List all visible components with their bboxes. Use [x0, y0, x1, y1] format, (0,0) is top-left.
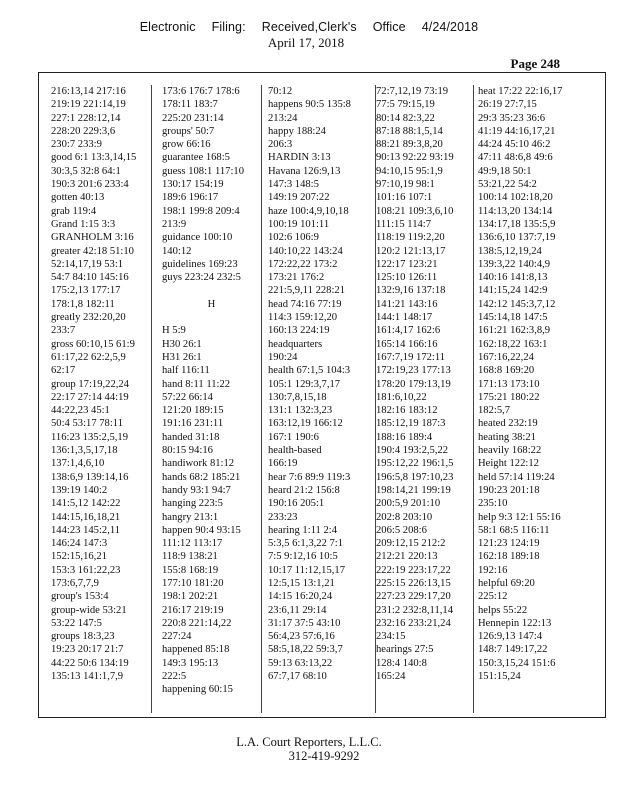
- index-line: 114:13,20 134:14: [478, 205, 553, 217]
- index-line: 202:8 203:10: [376, 511, 433, 523]
- index-line: 173:6,7,7,9: [51, 577, 99, 589]
- index-line: 235:10: [478, 498, 508, 510]
- index-line: 10:17 11:12,15,17: [268, 564, 346, 576]
- index-line: hangry 213:1: [162, 511, 219, 523]
- index-line: 149:19 207:22: [268, 192, 330, 204]
- stamp-electronic: Electronic: [139, 20, 196, 34]
- index-line: 212:21 220:13: [376, 551, 438, 563]
- index-line: 234:15: [376, 631, 406, 643]
- index-line: 121:23 124:19: [478, 538, 540, 550]
- index-line: 151:15,24: [478, 671, 521, 683]
- index-line: haze 100:4,9,10,18: [268, 205, 349, 217]
- index-line: 137:1,4,6,10: [51, 458, 105, 470]
- index-line: 116:23 135:2,5,19: [51, 431, 129, 443]
- index-line: happens 90:5 135:8: [268, 99, 351, 111]
- index-line: 138:6,9 139:14,16: [51, 471, 129, 483]
- index-line: 141:5,12 142:22: [51, 498, 121, 510]
- index-line: 140:16 141:8,13: [478, 272, 548, 284]
- index-line: 153:3 161:22,23: [51, 564, 121, 576]
- index-line: 53:21,22 54:2: [478, 179, 537, 191]
- index-line: health-based: [268, 445, 322, 457]
- index-line: head 74:16 77:19: [268, 298, 342, 310]
- index-line: helps 55:22: [478, 604, 528, 616]
- index-line: HARDIN 3:13: [268, 152, 331, 164]
- index-line: health 67:1,5 104:3: [268, 365, 351, 377]
- index-line: 188:16 189:4: [376, 431, 433, 443]
- index-line: happen 90:4 93:15: [162, 524, 241, 536]
- index-line: Grand 1:15 3:3: [51, 218, 116, 230]
- index-line: handed 31:18: [162, 431, 220, 443]
- index-line: happened 85:18: [162, 644, 230, 656]
- index-line: group 17:19,22,24: [51, 378, 129, 390]
- index-line: hearing 1:11 2:4: [268, 524, 338, 536]
- index-line: 49:9,18 50:1: [478, 165, 532, 177]
- index-line: 139:19 140:2: [51, 484, 108, 496]
- index-line: 142:12 145:3,7,12: [478, 298, 556, 310]
- index-column-2: [151, 85, 261, 713]
- index-line: 167:7,19 172:11: [376, 351, 446, 363]
- index-line: 206:5 208:6: [376, 524, 427, 536]
- index-line: 72:7,12,19 73:19: [376, 86, 449, 97]
- index-line: 220:8 221:14,22: [162, 617, 232, 629]
- index-line: 130:17 154:19: [162, 179, 224, 191]
- stamp-office: Office: [372, 20, 406, 34]
- index-line: [162, 311, 261, 324]
- index-line: 167:16,22,24: [478, 351, 534, 363]
- index-line: 26:19 27:7,15: [478, 99, 537, 111]
- index-line: 225:12: [478, 591, 508, 603]
- index-line: 130:7,8,15,18: [268, 391, 327, 403]
- index-line: happening 60:15: [162, 684, 233, 696]
- index-column-3: [261, 85, 375, 713]
- index-line: 118:9 138:21: [162, 551, 218, 563]
- index-line: 56:4,23 57:6,16: [268, 631, 335, 643]
- index-line: helpful 69:20: [478, 577, 535, 589]
- index-line: 100:14 102:18,20: [478, 192, 553, 204]
- index-line: 178:1,8 182:11: [51, 298, 115, 310]
- index-line: 29:3 35:23 36:6: [478, 112, 546, 124]
- index-line: 132:9,16 137:18: [376, 285, 446, 297]
- index-line: 230:7 233:9: [51, 139, 102, 151]
- index-line: grow 66:16: [162, 139, 211, 151]
- index-line: 131:1 132:3,23: [268, 405, 333, 417]
- index-line: 200:5,9 201:10: [376, 498, 441, 510]
- index-line: 141:21 143:16: [376, 298, 438, 310]
- index-line: groups' 50:7: [162, 125, 215, 137]
- index-line: Hennepin 122:13: [478, 617, 552, 629]
- index-line: 30:3,5 32:8 64:1: [51, 165, 121, 177]
- section-letter: H: [207, 298, 216, 310]
- index-line: 100:19 101:11: [268, 218, 330, 230]
- index-line: 216:17 219:19: [162, 604, 224, 616]
- index-line: group's 153:4: [51, 591, 109, 603]
- index-line: 102:6 106:9: [268, 232, 319, 244]
- index-line: 122:17 123:21: [376, 258, 438, 270]
- index-line: 7:5 9:12,16 10:5: [268, 551, 338, 563]
- index-line: gross 60:10,15 61:9: [51, 338, 135, 350]
- word-index-box: [38, 72, 606, 718]
- index-line: 163:12,19 166:12: [268, 418, 343, 430]
- index-line: 190:24: [268, 351, 298, 363]
- index-line: 190:23 201:18: [478, 484, 540, 496]
- index-line: 175:21 180:22: [478, 391, 540, 403]
- index-line: 135:13 141:1,7,9: [51, 671, 124, 683]
- index-line: [162, 284, 261, 297]
- index-line: greatly 232:20,20: [51, 312, 126, 324]
- index-line: 191:16 231:11: [162, 418, 224, 430]
- index-line: 206:3: [268, 139, 293, 151]
- index-line: 228:20 229:3,6: [51, 125, 116, 137]
- index-line: 19:23 20:17 21:7: [51, 644, 124, 656]
- index-line: 146:24 147:3: [51, 538, 108, 550]
- index-line: 173:21 176:2: [268, 272, 325, 284]
- index-line: 144:23 145:2,11: [51, 524, 121, 536]
- index-line: 121:20 189:15: [162, 405, 224, 417]
- index-line: Height 122:12: [478, 458, 539, 470]
- index-line: 192:16: [478, 564, 508, 576]
- index-line: 190:4 193:2,5,22: [376, 445, 449, 457]
- index-line: 232:16 233:21,24: [376, 617, 451, 629]
- index-line: 222:5: [162, 671, 187, 683]
- index-line: 50:4 53:17 78:11: [51, 418, 123, 430]
- index-line: 165:24: [376, 671, 406, 683]
- index-line: 168:8 169:20: [478, 365, 535, 377]
- index-line: 185:12,19 187:3: [376, 418, 446, 430]
- reporter-footer: [0, 735, 618, 763]
- index-line: 181:6,10,22: [376, 391, 427, 403]
- index-line: heard 21:2 156:8: [268, 484, 340, 496]
- index-line: guarantee 168:5: [162, 152, 230, 164]
- index-line: 148:7 149:17,22: [478, 644, 548, 656]
- index-line: 233:23: [268, 511, 298, 523]
- index-line: 136:6,10 137:7,19: [478, 232, 556, 244]
- index-line: 178:11 183:7: [162, 99, 218, 111]
- index-line: 175:2,13 177:17: [51, 285, 121, 297]
- index-line: 171:13 173:10: [478, 378, 540, 390]
- index-line: 166:19: [268, 458, 298, 470]
- index-line: 59:13 63:13,22: [268, 657, 333, 669]
- index-line: gotten 40:13: [51, 192, 105, 204]
- index-line: 225:20 231:14: [162, 112, 224, 124]
- index-line: 165:14 166:16: [376, 338, 438, 350]
- index-line: 182:5,7: [478, 405, 511, 417]
- index-line: 195:12,22 196:1,5: [376, 458, 454, 470]
- index-line: grab 119:4: [51, 205, 97, 217]
- index-line: heat 17:22 22:16,17: [478, 86, 563, 97]
- index-line: 161:21 162:3,8,9: [478, 325, 551, 337]
- index-line: hand 8:11 11:22: [162, 378, 231, 390]
- index-line: 162:18 189:18: [478, 551, 540, 563]
- index-line: 67:7,17 68:10: [268, 671, 327, 683]
- index-line: 58:1 68:5 116:11: [478, 524, 550, 536]
- index-line: groups 18:3,23: [51, 631, 115, 643]
- index-line: 111:12 113:17: [162, 538, 223, 550]
- index-line: H 5:9: [162, 325, 186, 337]
- index-line: 227:1 228:12,14: [51, 112, 121, 124]
- index-line: 87:18 88:1,5,14: [376, 125, 443, 137]
- index-line: 198:1 202:21: [162, 591, 219, 603]
- index-line: 182:16 183:12: [376, 405, 438, 417]
- index-line: guess 108:1 117:10: [162, 165, 245, 177]
- reporter-name: L.A. Court Reporters, L.L.C.: [236, 735, 382, 749]
- index-line: 150:3,15,24 151:6: [478, 657, 556, 669]
- index-line: 227:24: [162, 631, 192, 643]
- index-line: guys 223:24 232:5: [162, 272, 241, 284]
- index-line: 80:14 82:3,22: [376, 112, 435, 124]
- index-line: 190:16 205:1: [268, 498, 325, 510]
- index-line: 160:13 224:19: [268, 325, 330, 337]
- index-line: hear 7:6 89:9 119:3: [268, 471, 351, 483]
- index-line: 88:21 89:3,8,20: [376, 139, 443, 151]
- index-line: 14:15 16:20,24: [268, 591, 333, 603]
- index-line: 213:9: [162, 218, 187, 230]
- filing-header: [0, 20, 618, 51]
- index-line: 198:14,21 199:19: [376, 484, 451, 496]
- index-line: 173:6 176:7 178:6: [162, 86, 240, 97]
- index-line: 139:3,22 140:4,9: [478, 258, 551, 270]
- index-line: 198:1 199:8 209:4: [162, 205, 240, 217]
- index-line: heavily 168:22: [478, 445, 542, 457]
- index-line: greater 42:18 51:10: [51, 245, 134, 257]
- index-line: 77:5 79:15,19: [376, 99, 435, 111]
- index-line: GRANHOLM 3:16: [51, 232, 134, 244]
- index-line: 22:17 27:14 44:19: [51, 391, 129, 403]
- index-line: heated 232:19: [478, 418, 538, 430]
- reporter-phone: 312-419-9292: [288, 749, 360, 763]
- index-line: 216:13,14 217:16: [51, 86, 126, 97]
- index-line: 140:12: [162, 245, 192, 257]
- index-line: 5:3,5 6:1,3,22 7:1: [268, 538, 344, 550]
- index-line: 152:15,16,21: [51, 551, 107, 563]
- index-line: group-wide 53:21: [51, 604, 127, 616]
- index-line: headquarters: [268, 338, 323, 350]
- index-line: 118:19 119:2,20: [376, 232, 445, 244]
- index-line: 57:22 66:14: [162, 391, 213, 403]
- index-line: 80:15 94:16: [162, 445, 213, 457]
- index-line: happy 188:24: [268, 125, 326, 137]
- index-line: 213:24: [268, 112, 298, 124]
- index-line: 167:1 190:6: [268, 431, 319, 443]
- index-line: 149:3 195:13: [162, 657, 219, 669]
- index-line: 12:5,15 13:1,21: [268, 577, 335, 589]
- index-line: 221:5,9,11 228:21: [268, 285, 346, 297]
- index-column-5: [473, 85, 601, 713]
- index-line: 97:10,19 98:1: [376, 179, 435, 191]
- index-line: H31 26:1: [162, 351, 202, 363]
- index-line: 136:1,3,5,17,18: [51, 445, 118, 457]
- index-line: 126:9,13 147:4: [478, 631, 543, 643]
- index-line: 145:14,18 147:5: [478, 312, 548, 324]
- index-line: 222:19 223:17,22: [376, 564, 451, 576]
- index-line: 44:22,23 45:1: [51, 405, 110, 417]
- index-line: 23:6,11 29:14: [268, 604, 327, 616]
- index-line: 47:11 48:6,8 49:6: [478, 152, 553, 164]
- index-line: half 116:11: [162, 365, 210, 377]
- index-line: Havana 126:9,13: [268, 165, 341, 177]
- index-line: 70:12: [268, 86, 293, 97]
- index-line: 52:14,17,19 53:1: [51, 258, 124, 270]
- index-line: 108:21 109:3,6,10: [376, 205, 454, 217]
- index-line: 94:10,15 95:1,9: [376, 165, 443, 177]
- index-line: good 6:1 13:3,14,15: [51, 152, 137, 164]
- index-line: hanging 223:5: [162, 498, 223, 510]
- index-line: 209:12,15 212:2: [376, 538, 446, 550]
- index-line: handiwork 81:12: [162, 458, 235, 470]
- index-line: 54:7 84:10 145:16: [51, 272, 129, 284]
- index-line: 41:19 44:16,17,21: [478, 125, 556, 137]
- index-line: 101:16 107:1: [376, 192, 433, 204]
- index-column-1: [51, 85, 151, 713]
- index-line: 227:23 229:17,20: [376, 591, 451, 603]
- index-line: 147:3 148:5: [268, 179, 319, 191]
- index-line: 177:10 181:20: [162, 577, 224, 589]
- index-line: 90:13 92:22 93:19: [376, 152, 454, 164]
- index-line: 128:4 140:8: [376, 657, 427, 669]
- index-line: 219:19 221:14,19: [51, 99, 126, 111]
- index-line: 144:1 148:17: [376, 312, 433, 324]
- stamp-received: Received,Clerk's: [261, 20, 357, 34]
- index-line: 231:2 232:8,11,14: [376, 604, 454, 616]
- index-line: 161:4,17 162:6: [376, 325, 441, 337]
- index-line: 140:10,22 143:24: [268, 245, 343, 257]
- index-line: 225:15 226:13,15: [376, 577, 451, 589]
- index-line: 196:5,8 197:10,23: [376, 471, 454, 483]
- index-line: 44:24 45:10 46:2: [478, 139, 551, 151]
- index-line: 31:17 37:5 43:10: [268, 617, 341, 629]
- index-line: 141:15,24 142:9: [478, 285, 548, 297]
- transcript-date: April 17, 2018: [267, 35, 345, 50]
- index-line: 58:5,18,22 59:3,7: [268, 644, 343, 656]
- index-line: 114:3 159:12,20: [268, 312, 338, 324]
- index-line: heating 38:21: [478, 431, 536, 443]
- page-number: Page 248: [510, 56, 560, 71]
- index-line: 105:1 129:3,7,17: [268, 378, 341, 390]
- stamp-date: 4/24/2018: [421, 20, 479, 34]
- index-line: 53:22 147:5: [51, 617, 102, 629]
- stamp-filing: Filing:: [211, 20, 246, 34]
- index-line: 138:5,12,19,24: [478, 245, 542, 257]
- index-line: 125:10 126:11: [376, 272, 438, 284]
- index-line: help 9:3 12:1 55:16: [478, 511, 561, 523]
- index-line: 62:17: [51, 365, 76, 377]
- index-line: guidance 100:10: [162, 232, 233, 244]
- index-line: 233:7: [51, 325, 76, 337]
- index-line: 120:2 121:13,17: [376, 245, 446, 257]
- index-line: 111:15 114:7: [376, 218, 432, 230]
- index-line: 134:17,18 135:5,9: [478, 218, 556, 230]
- index-line: 172:19,23 177:13: [376, 365, 451, 377]
- index-column-4: [375, 85, 473, 713]
- index-line: held 57:14 119:24: [478, 471, 555, 483]
- index-line: handy 93:1 94:7: [162, 484, 231, 496]
- index-line: 190:3 201:6 233:4: [51, 179, 129, 191]
- index-line: 61:17,22 62:2,5,9: [51, 351, 126, 363]
- index-line: 189:6 196:17: [162, 192, 219, 204]
- filing-stamp: [0, 20, 618, 34]
- index-line: 162:18,22 163:1: [478, 338, 548, 350]
- index-line: H30 26:1: [162, 338, 202, 350]
- index-line: 178:20 179:13,19: [376, 378, 451, 390]
- index-line: 144:15,16,18,21: [51, 511, 121, 523]
- index-line: 172:22,22 173:2: [268, 258, 338, 270]
- index-line: hearings 27:5: [376, 644, 434, 656]
- index-line: hands 68:2 185:21: [162, 471, 241, 483]
- index-line: 155:8 168:19: [162, 564, 219, 576]
- index-line: guidelines 169:23: [162, 258, 238, 270]
- index-line: 44:22 50:6 134:19: [51, 657, 129, 669]
